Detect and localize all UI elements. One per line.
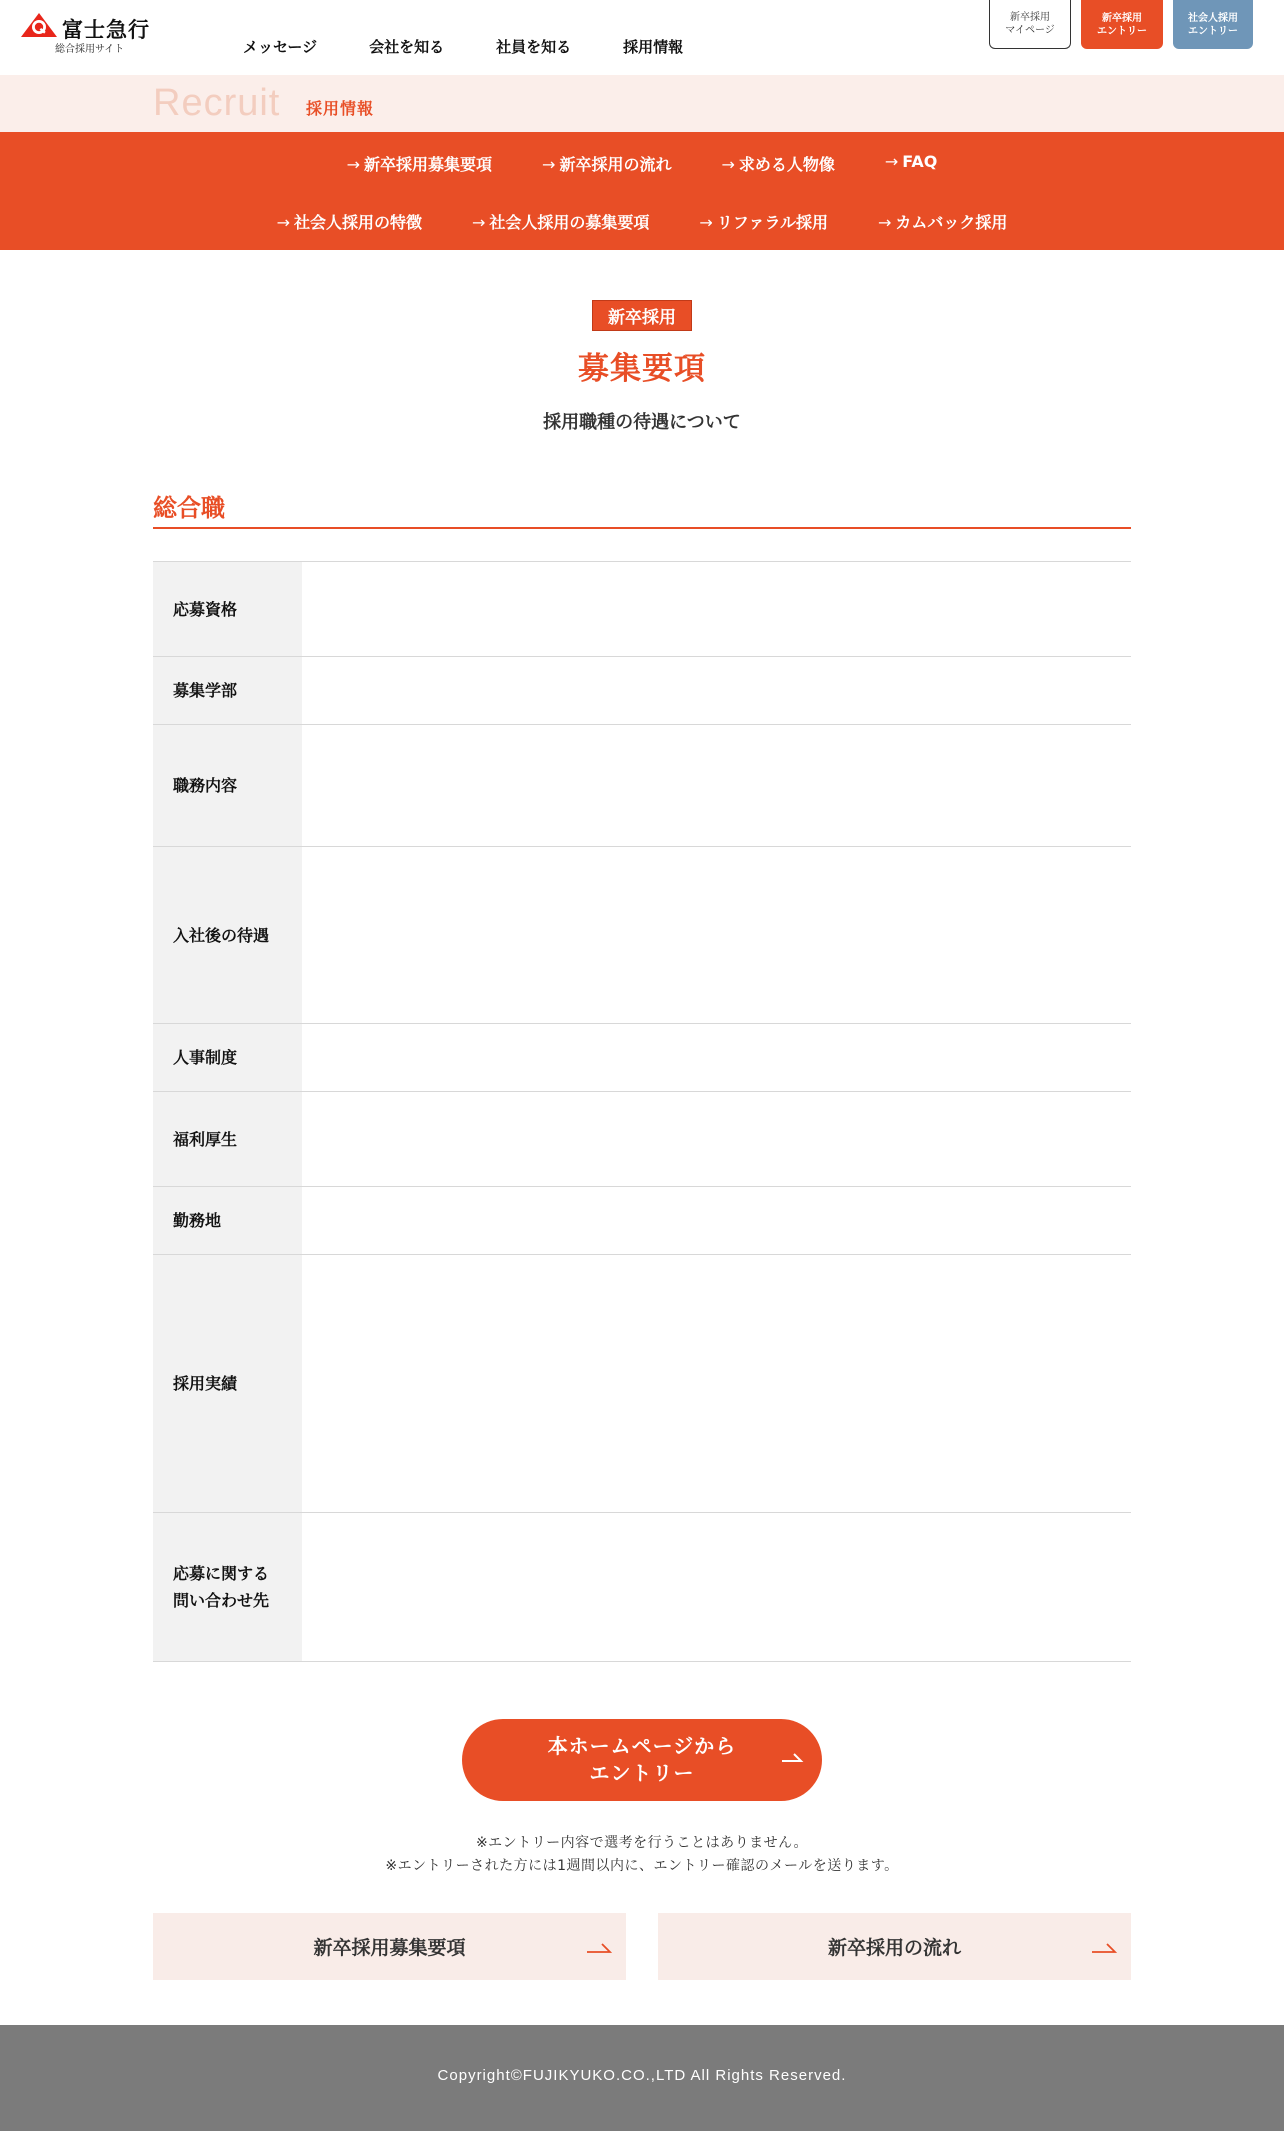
arrow-right-icon: → [721,155,735,174]
local-nav-label: 社会人採用の募集要項 [489,213,650,232]
table-row-label: 人事制度 [153,1024,302,1091]
site-footer [0,2025,1284,2131]
entry-button-label: 本ホームページから エントリー [547,1734,737,1785]
table-row-label: 採用実績 [153,1255,302,1512]
local-nav [0,132,1284,250]
table-row [153,1092,1131,1187]
table-row-label: 募集学部 [153,657,302,724]
local-nav-row [0,152,1284,175]
arrow-right-icon: → [878,213,892,232]
arrow-right-icon: → [542,155,556,174]
section-bar [0,75,1284,132]
gnav-item-recruit-info[interactable]: 採用情報 [623,38,684,56]
arrow-right-icon: → [346,155,361,174]
table-row-value [302,1513,1131,1661]
table-row-label: 職務内容 [153,725,302,846]
table-row-label: 応募に関する 問い合わせ先 [153,1513,302,1661]
table-row [153,562,1131,657]
arrow-right-icon: → [471,213,486,232]
table-row-value [302,1092,1131,1186]
local-nav-label: 新卒採用募集要項 [364,155,493,174]
page-subtitle: 採用職種の待遇について [543,412,741,433]
table-row [153,1024,1131,1092]
local-nav-referral[interactable] [699,210,828,233]
entry-notes [0,1832,1284,1878]
entry-note: ※エントリー内容で選考を行うことはありません。 [475,1835,809,1851]
local-nav-label: リファラル採用 [716,213,829,232]
local-nav-career-requirements[interactable] [472,210,649,233]
new-grad-mypage-button[interactable]: 新卒採用 マイページ [989,0,1071,49]
copyright: Copyright©FUJIKYUKO.CO.,LTD All Rights Reserved. [437,2067,847,2084]
table-row-value [302,1255,1131,1512]
category-badge: 新卒採用 [592,300,692,331]
table-row-value [302,1024,1131,1091]
table-row-label: 福利厚生 [153,1092,302,1186]
gnav-item-company[interactable]: 会社を知る [369,38,445,56]
local-nav-label: 求める人物像 [738,155,835,174]
table-row-value [302,562,1131,656]
link-new-grad-flow[interactable] [658,1913,1131,1980]
gnav-item-message[interactable]: メッセージ [243,38,318,56]
gnav-item-employees[interactable]: 社員を知る [496,38,572,56]
entry-note: ※エントリーされた方には1週間以内に、エントリー確認のメールを送ります。 [385,1858,899,1874]
table-row-value [302,1187,1131,1254]
arrow-right-icon: → [276,213,290,232]
logo-subtitle: 総合採用サイト [55,44,125,55]
local-nav-label: 新卒採用の流れ [559,155,672,174]
new-grad-entry-button[interactable]: 新卒採用 エントリー [1081,0,1163,49]
arrow-right-icon [780,1746,804,1770]
table-row-label: 入社後の待遇 [153,847,302,1023]
table-row [153,657,1131,725]
table-row-label: 応募資格 [153,562,302,656]
site-header [0,0,1284,75]
fujikyu-logo-icon [20,12,58,38]
table-row-label: 勤務地 [153,1187,302,1254]
table-row [153,725,1131,847]
local-nav-row [0,210,1284,233]
local-nav-faq[interactable] [885,152,937,175]
table-row-value [302,657,1131,724]
global-nav [243,36,735,57]
arrow-right-icon [1091,1937,1117,1957]
section-divider [153,527,1131,529]
link-label: 新卒採用募集要項 [313,1937,466,1959]
table-row-value [302,847,1131,1023]
local-nav-new-grad-flow[interactable] [542,152,671,175]
link-new-grad-requirements[interactable] [153,1913,626,1980]
requirements-table [153,561,1131,1662]
arrow-right-icon [586,1937,612,1957]
table-row [153,847,1131,1024]
entry-button[interactable] [462,1719,822,1801]
logo-name: 富士急行 [62,18,150,42]
table-row-value [302,725,1131,846]
table-row [153,1513,1131,1662]
section-bar-ja-title: 採用情報 [306,99,375,118]
local-nav-label: 社会人採用の特徴 [293,213,422,232]
section-title: 総合職 [153,494,225,522]
page-title: 募集要項 [578,351,706,387]
section-bar-en-title: Recruit [153,82,281,124]
local-nav-label: カムバック採用 [895,213,1008,232]
link-label: 新卒採用の流れ [827,1937,961,1959]
table-row [153,1187,1131,1255]
local-nav-comeback[interactable] [878,210,1007,233]
site-logo[interactable] [20,12,160,56]
local-nav-ideal-candidate[interactable] [721,152,834,175]
local-nav-label: FAQ [902,152,938,171]
table-row [153,1255,1131,1513]
arrow-right-icon: → [699,213,713,232]
local-nav-new-grad-requirements[interactable] [347,152,492,175]
career-entry-button[interactable]: 社会人採用 エントリー [1173,0,1253,49]
arrow-right-icon: → [884,152,899,171]
local-nav-career-features[interactable] [277,210,422,233]
